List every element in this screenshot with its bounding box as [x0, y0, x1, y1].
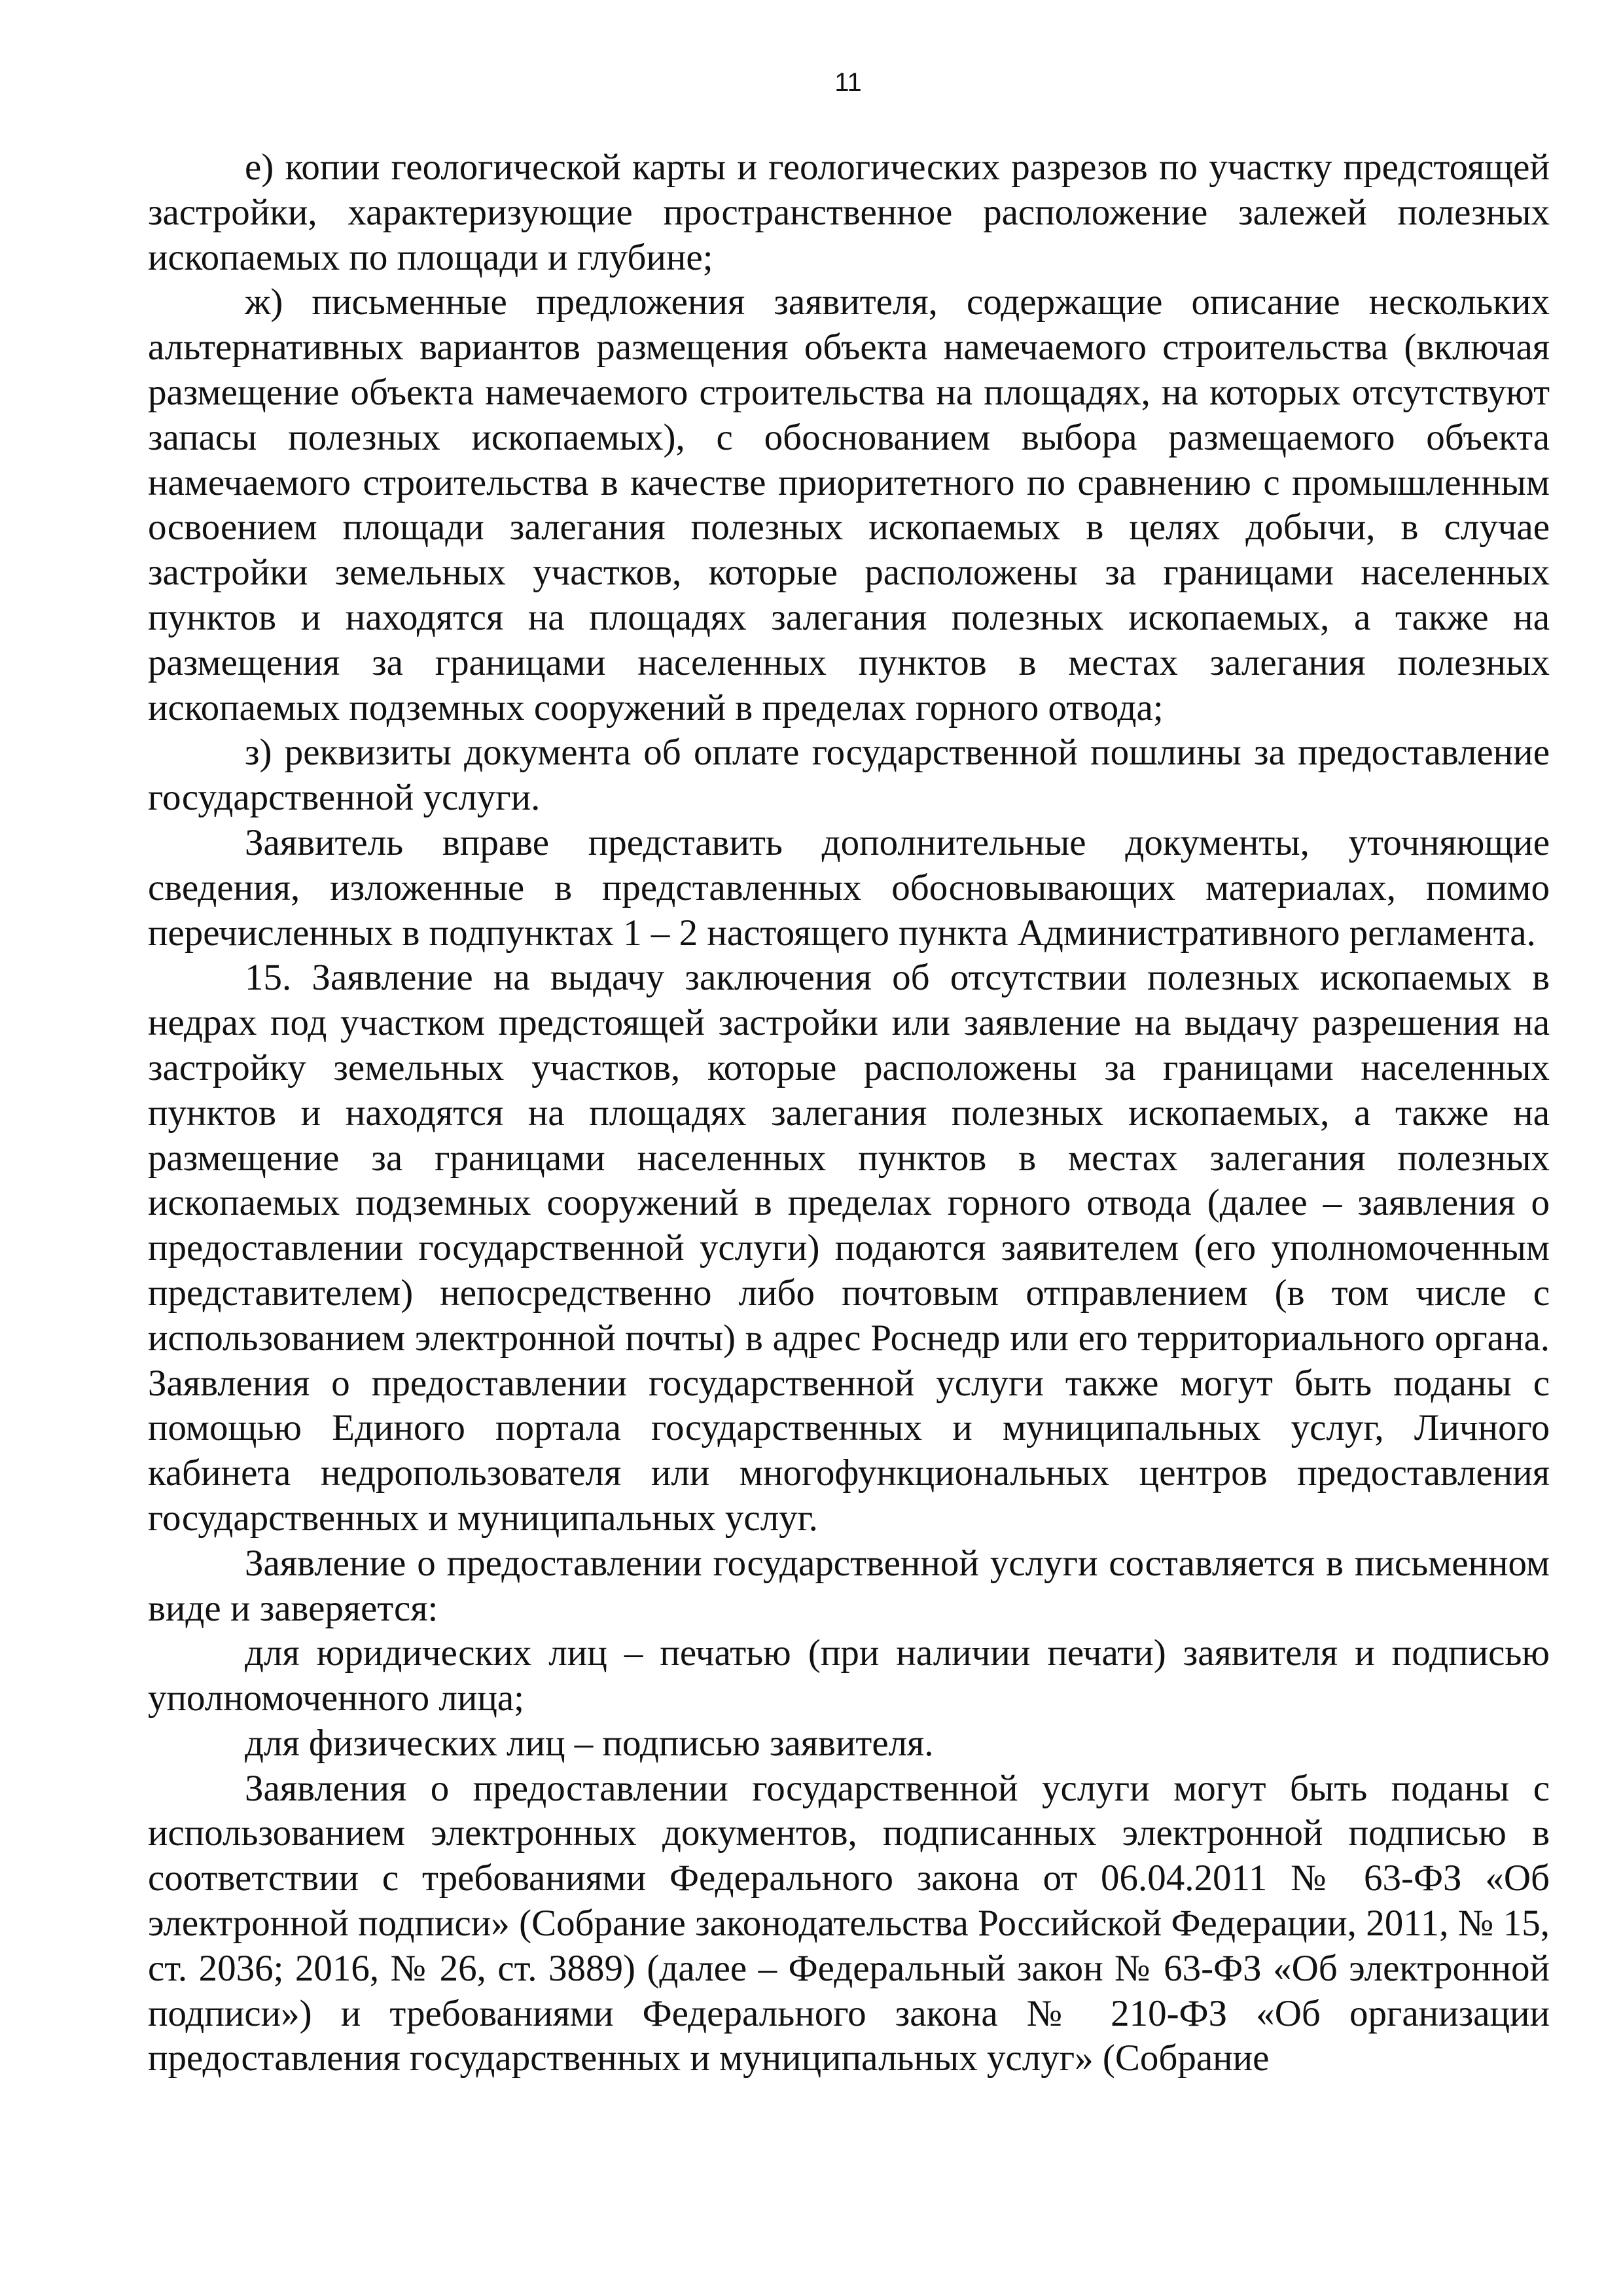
paragraph-item-z: з) реквизиты документа об оплате государственной пошлины за предоставление государственной услуги.: [148, 732, 1550, 819]
paragraph-electronic-documents: Заявления о предоставлении государственной услуги могут быть поданы с использованием электронных документов, подписанных электронной подписью в соответствии с требованиями Федерального закона от 06.04.2011 № 63-ФЗ «Об электронной подписи» (Собрание законодательства Российской Федерации, 2011, № 15, ст. 2036; 2016, № 26, ст. 3889) (далее – Федеральный закон № 63-ФЗ «Об электронной подписи») и требованиями Федерального закона № 210-ФЗ «Об организации предоставления государственных и муниципальных услуг» (Собрание: [148, 1767, 1550, 2079]
paragraph-item-zh: ж) письменные предложения заявителя, содержащие описание нескольких альтернативных вариантов размещения объекта намечаемого строительства (включая размещение объекта намечаемого строительства на площадях, на которых отсутствуют запасы полезных ископаемых), с обоснованием выбора размещаемого объекта намечаемого строительства в качестве приоритетного по сравнению с промышленным освоением площади залегания полезных ископаемых в целях добычи, в случае застройки земельных участков, которые расположены за границами населенных пунктов и находятся на площадях залегания полезных ископаемых, а также на размещения за границами населенных пунктов в местах залегания полезных ископаемых подземных сооружений в пределах горного отвода;: [148, 281, 1550, 728]
paragraph-written-form: Заявление о предоставлении государственной услуги составляется в письменном виде и заверяется:: [148, 1542, 1550, 1629]
paragraph-legal-entities: для юридических лиц – печатью (при наличии печати) заявителя и подписью уполномоченного лица;: [148, 1632, 1550, 1719]
paragraph-additional-documents: Заявитель вправе представить дополнительные документы, уточняющие сведения, изложенные в представленных обосновывающих материалах, помимо перечисленных в подпунктах 1 – 2 настоящего пункта Административного регламента.: [148, 821, 1550, 954]
document-body: [148, 145, 1550, 2081]
paragraph-individuals: для физических лиц – подписью заявителя.: [245, 1722, 934, 1764]
page-number: 11: [834, 68, 862, 97]
paragraph-item-e: е) копии геологической карты и геологических разрезов по участку предстоящей застройки, характеризующие пространственное расположение залежей полезных ископаемых по площади и глубине;: [148, 147, 1550, 278]
paragraph-clause-15: 15. Заявление на выдачу заключения об отсутствии полезных ископаемых в недрах под участком предстоящей застройки или заявление на выдачу разрешения на застройку земельных участков, которые расположены за границами населенных пунктов и находятся на площадях залегания полезных ископаемых, а также на размещение за границами населенных пунктов в местах залегания полезных ископаемых подземных сооружений в пределах горного отвода (далее – заявления о предоставлении государственной услуги) подаются заявителем (его уполномоченным представителем) непосредственно либо почтовым отправлением (в том числе с использованием электронной почты) в адрес Роснедр или его территориального органа. Заявления о предоставлении государственной услуги также могут быть поданы с помощью Единого портала государственных и муниципальных услуг, Личного кабинета недропользователя или многофункциональных центров предоставления государственных и муниципальных услуг.: [148, 957, 1550, 1539]
